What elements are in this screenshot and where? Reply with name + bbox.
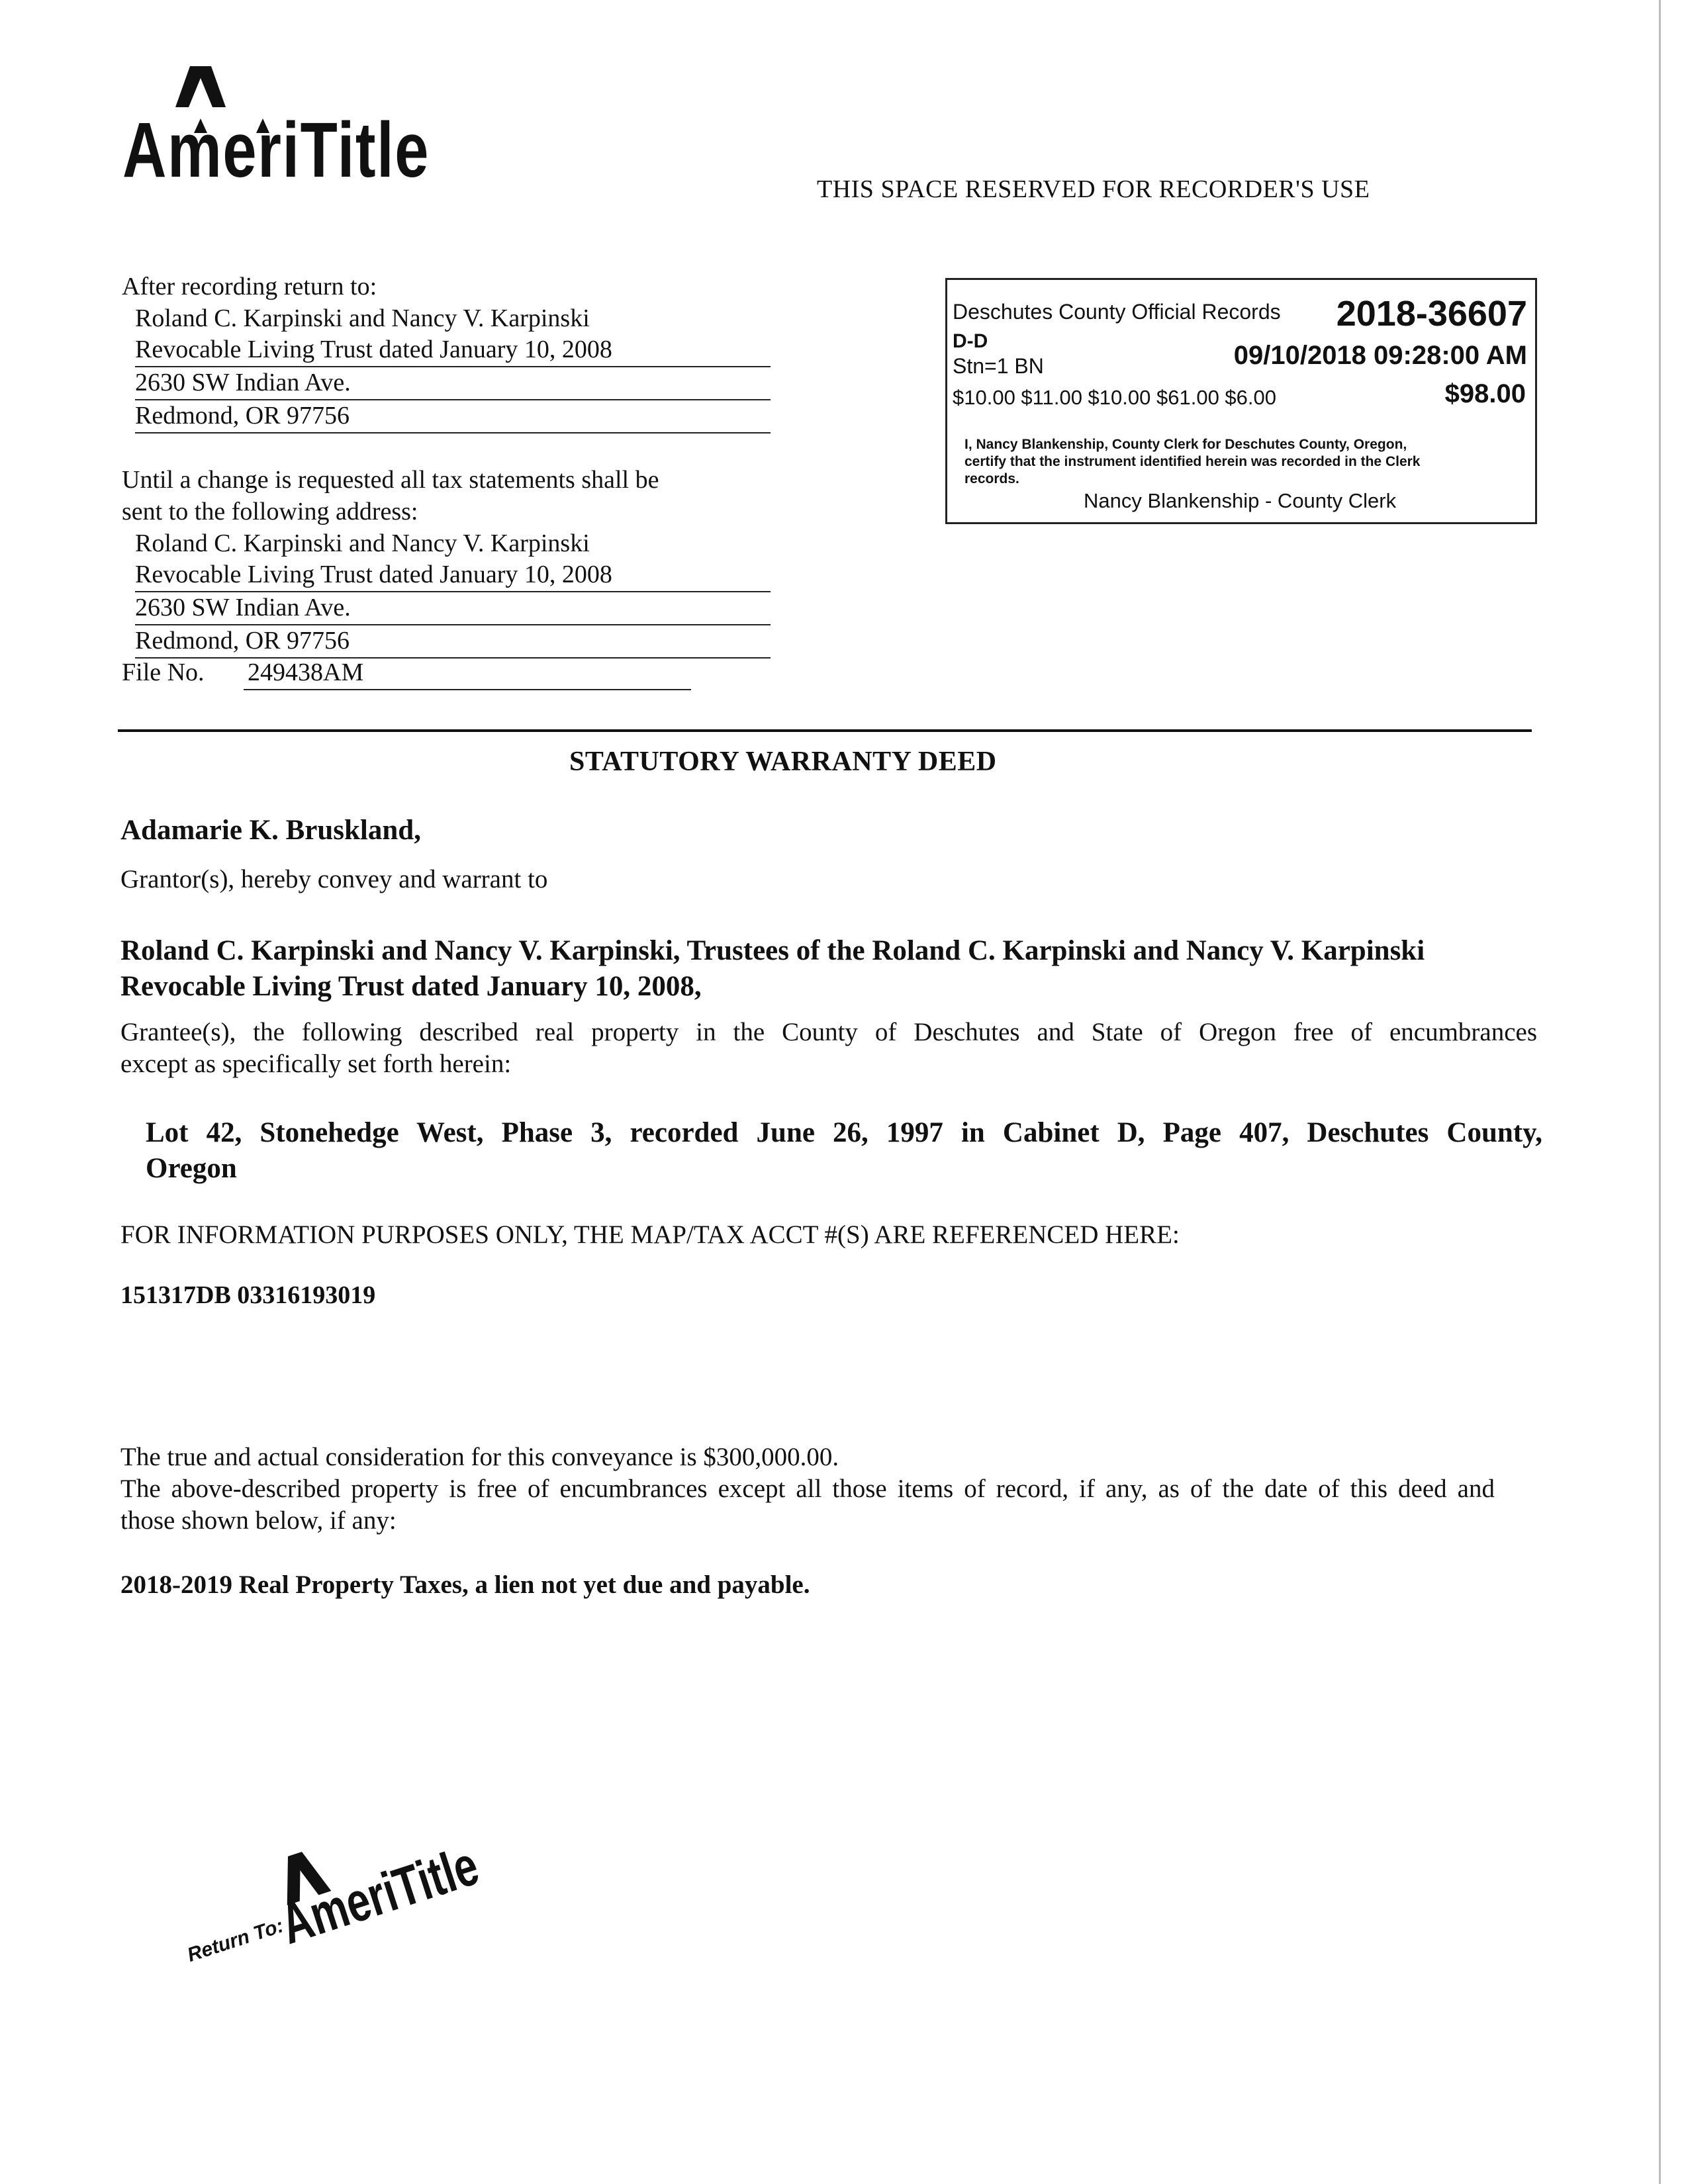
file-number: 249438AM xyxy=(244,656,691,690)
grantor-clause: Grantor(s), hereby convey and warrant to xyxy=(120,865,548,893)
certify-line-2: certify that the instrument identified herein was recorded in the Clerk xyxy=(964,454,1421,469)
tax-account-numbers: 151317DB 03316193019 xyxy=(120,1281,376,1309)
county-clerk: Nancy Blankenship - County Clerk xyxy=(1084,489,1397,512)
logo-wordmark: AmeriTitle xyxy=(122,107,430,194)
record-number: 2018-36607 xyxy=(1336,294,1527,334)
grantor-name: Adamarie K. Bruskland, xyxy=(120,815,421,846)
return-line-4: Redmond, OR 97756 xyxy=(135,399,771,433)
return-heading: After recording return to: xyxy=(122,273,377,300)
return-line-2: Revocable Living Trust dated January 10, 2008 xyxy=(135,333,771,367)
grantee-line-1: Roland C. Karpinski and Nancy V. Karpinski, Trustees of the Roland C. Karpinski and Nancy V. Karpinski xyxy=(120,935,1425,966)
stamp-name: AmeriTitle xyxy=(273,1833,486,1956)
tax-exception: 2018-2019 Real Property Taxes, a lien not yet due and payable. xyxy=(120,1570,810,1599)
legal-description-1: Lot 42, Stonehedge West, Phase 3, recorded June 26, 1997 in Cabinet D, Page 407, Deschutes County, xyxy=(146,1117,1542,1148)
fee-total: $98.00 xyxy=(1444,379,1526,408)
tax-heading-2: sent to the following address: xyxy=(122,498,418,525)
info-purposes: FOR INFORMATION PURPOSES ONLY, THE MAP/TAX ACCT #(S) ARE REFERENCED HERE: xyxy=(120,1220,1180,1249)
tax-line-2: Revocable Living Trust dated January 10, 2008 xyxy=(135,558,771,592)
certify-line-1: I, Nancy Blankenship, County Clerk for Deschutes County, Oregon, xyxy=(964,437,1407,452)
return-to-stamp xyxy=(162,1782,501,2027)
grantee-clause-1: Grantee(s), the following described real property in the County of Deschutes and State of Oregon free of encumbrances xyxy=(120,1018,1537,1046)
recorder-use-header: THIS SPACE RESERVED FOR RECORDER'S USE xyxy=(817,175,1370,203)
file-label: File No. xyxy=(122,659,205,686)
doc-type: D-D xyxy=(953,330,988,352)
deed-title: STATUTORY WARRANTY DEED xyxy=(569,747,997,777)
recorder-box xyxy=(945,278,1537,524)
return-line-3: 2630 SW Indian Ave. xyxy=(135,366,771,400)
certify-line-3: records. xyxy=(964,471,1019,486)
consideration: The true and actual consideration for this conveyance is $300,000.00. xyxy=(120,1443,839,1471)
fee-list: $10.00 $11.00 $10.00 $61.00 $6.00 xyxy=(953,386,1276,409)
station: Stn=1 BN xyxy=(953,354,1044,378)
legal-description-2: Oregon xyxy=(146,1153,237,1184)
scan-edge xyxy=(1659,0,1661,2184)
tax-line-1: Roland C. Karpinski and Nancy V. Karpinski xyxy=(135,529,590,557)
encumbrance-2: those shown below, if any: xyxy=(120,1506,397,1535)
return-line-1: Roland C. Karpinski and Nancy V. Karpinski xyxy=(135,304,590,332)
section-divider xyxy=(118,729,1532,732)
recorder-office: Deschutes County Official Records xyxy=(953,300,1281,324)
grantee-line-2: Revocable Living Trust dated January 10, 2008, xyxy=(120,971,702,1002)
stamp-prefix: Return To: xyxy=(184,1915,287,1967)
encumbrance-1: The above-described property is free of encumbrances except all those items of record, if any, as of the date of this deed and xyxy=(120,1475,1495,1503)
tax-line-4: Redmond, OR 97756 xyxy=(135,624,771,659)
tax-line-3: 2630 SW Indian Ave. xyxy=(135,591,771,625)
tax-heading-1: Until a change is requested all tax statements shall be xyxy=(122,466,659,494)
record-datetime: 09/10/2018 09:28:00 AM xyxy=(1233,341,1527,370)
grantee-clause-2: except as specifically set forth herein: xyxy=(120,1050,512,1078)
